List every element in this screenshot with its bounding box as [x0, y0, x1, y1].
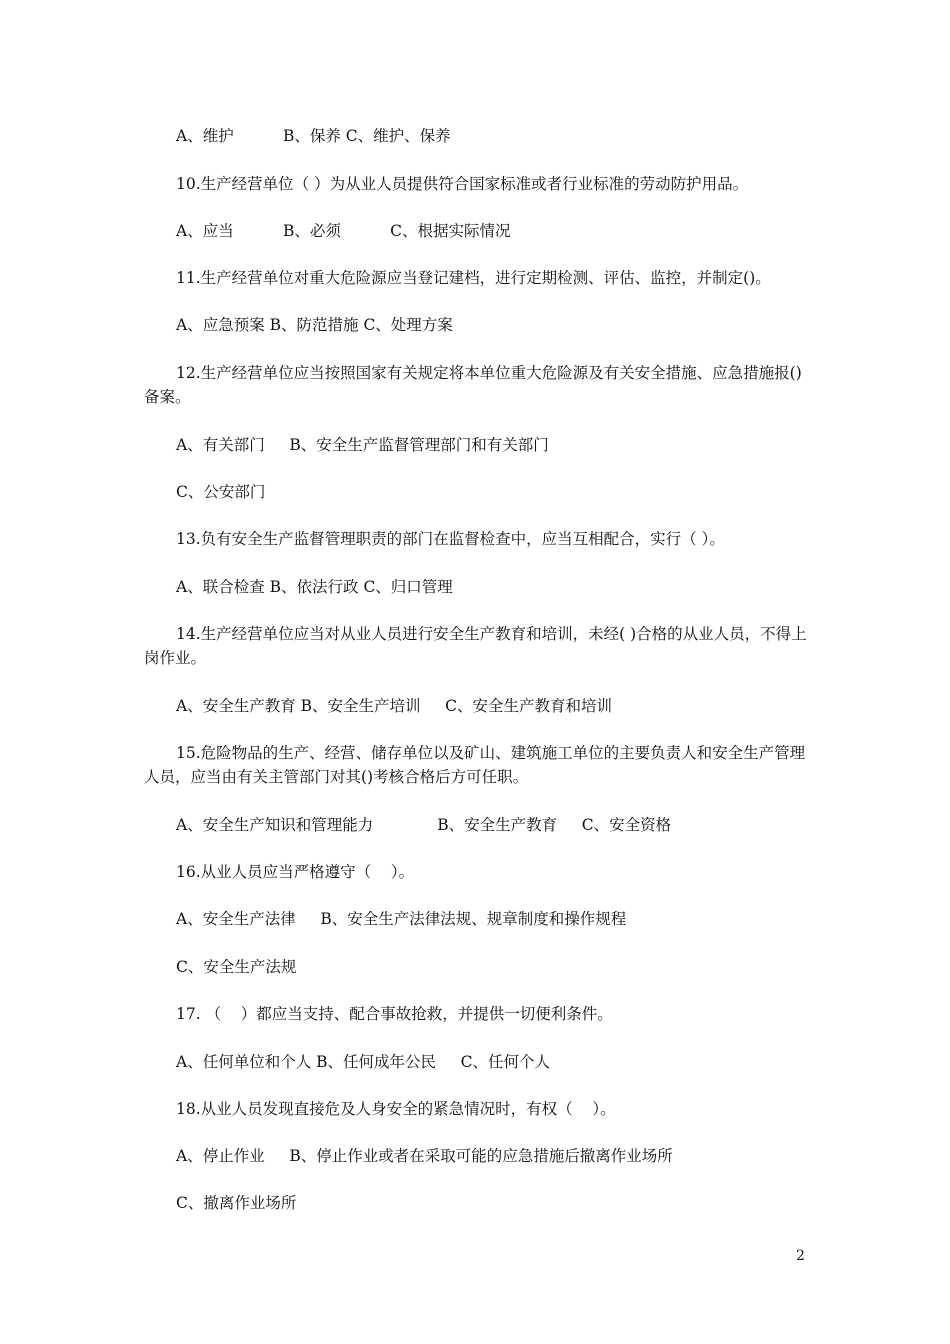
- answer-options-15: A、安全生产知识和管理能力 B、安全生产教育 C、安全资格: [176, 816, 672, 834]
- page-number: 2: [796, 1248, 805, 1264]
- question-14: 14.生产经营单位应当对从业人员进行安全生产教育和培训，未经( )合格的从业人员，不得上岗作业。: [144, 625, 807, 667]
- answer-options-16-c: C、安全生产法规: [176, 958, 297, 976]
- answer-options-18-ab: A、停止作业 B、停止作业或者在采取可能的应急措施后撤离作业场所: [176, 1147, 673, 1165]
- question-11: 11.生产经营单位对重大危险源应当登记建档，进行定期检测、评估、监控，并制定()。: [176, 269, 771, 287]
- answer-options-9: A、维护 B、保养 C、维护、保养: [176, 127, 451, 145]
- answer-options-12-c: C、公安部门: [176, 483, 266, 501]
- question-13: 13.负有安全生产监督管理职责的部门在监督检查中，应当互相配合，实行（ ）。: [176, 530, 725, 548]
- answer-options-13: A、联合检查 B、依法行政 C、归口管理: [176, 578, 453, 596]
- question-18: 18.从业人员发现直接危及人身安全的紧急情况时，有权（ ）。: [176, 1100, 616, 1118]
- question-17: 17. （ ）都应当支持、配合事故抢救，并提供一切便利条件。: [176, 1005, 613, 1023]
- question-12: 12.生产经营单位应当按照国家有关规定将本单位重大危险源及有关安全措施、应急措施报()备案。: [144, 364, 802, 406]
- answer-options-16-ab: A、安全生产法律 B、安全生产法律法规、规章制度和操作规程: [176, 910, 627, 928]
- answer-options-18-c: C、撤离作业场所: [176, 1194, 297, 1212]
- question-16: 16.从业人员应当严格遵守（ ）。: [176, 863, 415, 881]
- answer-options-17: A、任何单位和个人 B、任何成年公民 C、任何个人: [176, 1053, 551, 1071]
- answer-options-12-ab: A、有关部门 B、安全生产监督管理部门和有关部门: [176, 436, 549, 454]
- question-10: 10.生产经营单位（ ）为从业人员提供符合国家标准或者行业标准的劳动防护用品。: [176, 175, 749, 193]
- answer-options-14: A、安全生产教育 B、安全生产培训 C、安全生产教育和培训: [176, 697, 613, 715]
- question-15: 15.危险物品的生产、经营、储存单位以及矿山、建筑施工单位的主要负责人和安全生产管理人员，应当由有关主管部门对其()考核合格后方可任职。: [144, 744, 806, 786]
- answer-options-10: A、应当 B、必须 C、根据实际情况: [176, 222, 511, 240]
- answer-options-11: A、应急预案 B、防范措施 C、处理方案: [176, 316, 453, 334]
